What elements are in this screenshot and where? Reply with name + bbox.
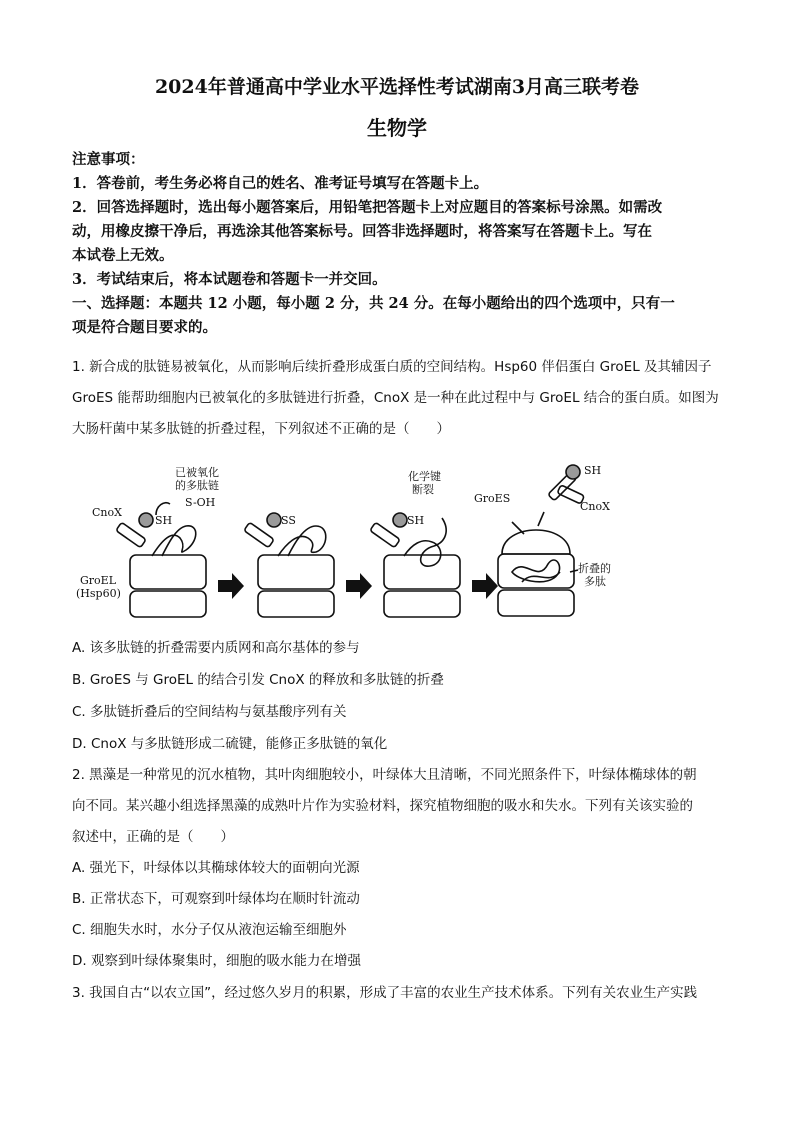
figure-label: CnoX [92, 506, 122, 519]
groes-arrow [512, 522, 524, 534]
figure-label: 化学键 [408, 470, 441, 483]
question-2-stem: 向不同。某兴趣小组选择黑藻的成熟叶片作为实验材料，探究植物细胞的吸水和失水。下列有关该实验的 [72, 798, 693, 814]
figure-label: SH [155, 514, 173, 527]
figure-label: S-OH [185, 496, 216, 509]
question-1-stem: GroES 能帮助细胞内已被氧化的多肽链进行折叠，CnoX 是一种在此过程中与 GroEL 结合的蛋白质。如图为 [72, 390, 719, 406]
figure-label: GroES [474, 492, 511, 505]
figure-label: 的多肽链 [175, 479, 219, 492]
question-3-stem: 3. 我国自古“以农立国”，经过悠久岁月的积累，形成了丰富的农业生产技术体系。下列有关农业生产实践 [72, 985, 698, 1001]
polypeptide-chain [152, 526, 196, 556]
figure-label: SH [584, 464, 602, 477]
figure-label: (Hsp60) [76, 587, 121, 600]
question-1-option-d: D. CnoX 与多肽链形成二硫键，能修正多肽链的氧化 [72, 736, 388, 752]
section-heading: 项是符合题目要求的。 [72, 319, 217, 336]
groel-ring [258, 555, 334, 589]
label-pointer [570, 570, 578, 572]
notice-heading: 注意事项： [72, 151, 145, 168]
groel-ring [384, 591, 460, 617]
section-heading: 一、选择题：本题共 12 小题，每小题 2 分，共 24 分。在每小题给出的四个选项中，只有一 [72, 295, 675, 312]
question-2-option-c: C. 细胞失水时，水分子仅从液泡运输至细胞外 [72, 922, 347, 938]
figure-label: 断裂 [412, 483, 434, 496]
arrow-icon [472, 573, 498, 599]
cnox-head [566, 465, 580, 479]
figure-label: SS [281, 514, 296, 527]
question-1-stem: 大肠杆菌中某多肽链的折叠过程，下列叙述不正确的是（ ） [72, 421, 450, 437]
subject-title: 生物学 [367, 116, 427, 140]
question-1-stem: 1. 新合成的肽链易被氧化，从而影响后续折叠形成蛋白质的空间结构。Hsp60 伴侣蛋白 GroEL 及其辅因子 [72, 359, 712, 375]
protein-folding-figure [72, 460, 732, 630]
groel-ring [130, 555, 206, 589]
question-2-stem: 2. 黑藻是一种常见的沉水植物，其叶肉细胞较小，叶绿体大且清晰，不同光照条件下，叶绿体椭球体的朝 [72, 767, 697, 783]
figure-label: 已被氧化 [175, 466, 219, 479]
question-2-option-d: D. 观察到叶绿体聚集时，细胞的吸水能力在增强 [72, 953, 361, 969]
arrow-icon [218, 573, 244, 599]
question-1-option-c: C. 多肽链折叠后的空间结构与氨基酸序列有关 [72, 704, 347, 720]
notice-item: 本试卷上无效。 [72, 247, 174, 264]
polypeptide-chain [278, 526, 326, 556]
groel-ring [498, 590, 574, 616]
figure-label: GroEL [80, 574, 117, 587]
cnox-head [139, 513, 153, 527]
release-arrow [538, 512, 544, 526]
exam-title: 2024年普通高中学业水平选择性考试湖南3月高三联考卷 [154, 76, 640, 98]
notice-item: 1．答卷前，考生务必将自己的姓名、准考证号填写在答题卡上。 [72, 175, 489, 192]
question-2-stem: 叙述中，正确的是（ ） [72, 829, 234, 845]
figure-label: SH [407, 514, 425, 527]
notice-item: 2．回答选择题时，选出每小题答案后，用铅笔把答题卡上对应题目的答案标号涂黑。如需改 [72, 199, 663, 216]
question-1-option-a: A. 该多肽链的折叠需要内质网和高尔基体的参与 [72, 640, 360, 656]
groel-ring [258, 591, 334, 617]
question-2-option-b: B. 正常状态下，可观察到叶绿体均在顺时针流动 [72, 891, 360, 907]
question-1-option-b: B. GroES 与 GroEL 的结合引发 CnoX 的释放和多肽链的折叠 [72, 672, 444, 688]
cnox-head [393, 513, 407, 527]
question-2-option-a: A. 强光下，叶绿体以其椭球体较大的面朝向光源 [72, 860, 360, 876]
figure-label: 多肽 [584, 575, 606, 588]
groel-ring [384, 555, 460, 589]
figure-label: CnoX [580, 500, 610, 513]
figure-label: 折叠的 [578, 562, 611, 575]
notice-item: 动，用橡皮擦干净后，再选涂其他答案标号。回答非选择题时，将答案写在答题卡上。写在 [72, 223, 652, 240]
cnox-head [267, 513, 281, 527]
groel-ring [130, 591, 206, 617]
arrow-icon [346, 573, 372, 599]
groes-cap [502, 530, 570, 554]
notice-item: 3．考试结束后，将本试题卷和答题卡一并交回。 [72, 271, 387, 288]
folded-polypeptide [512, 560, 560, 582]
